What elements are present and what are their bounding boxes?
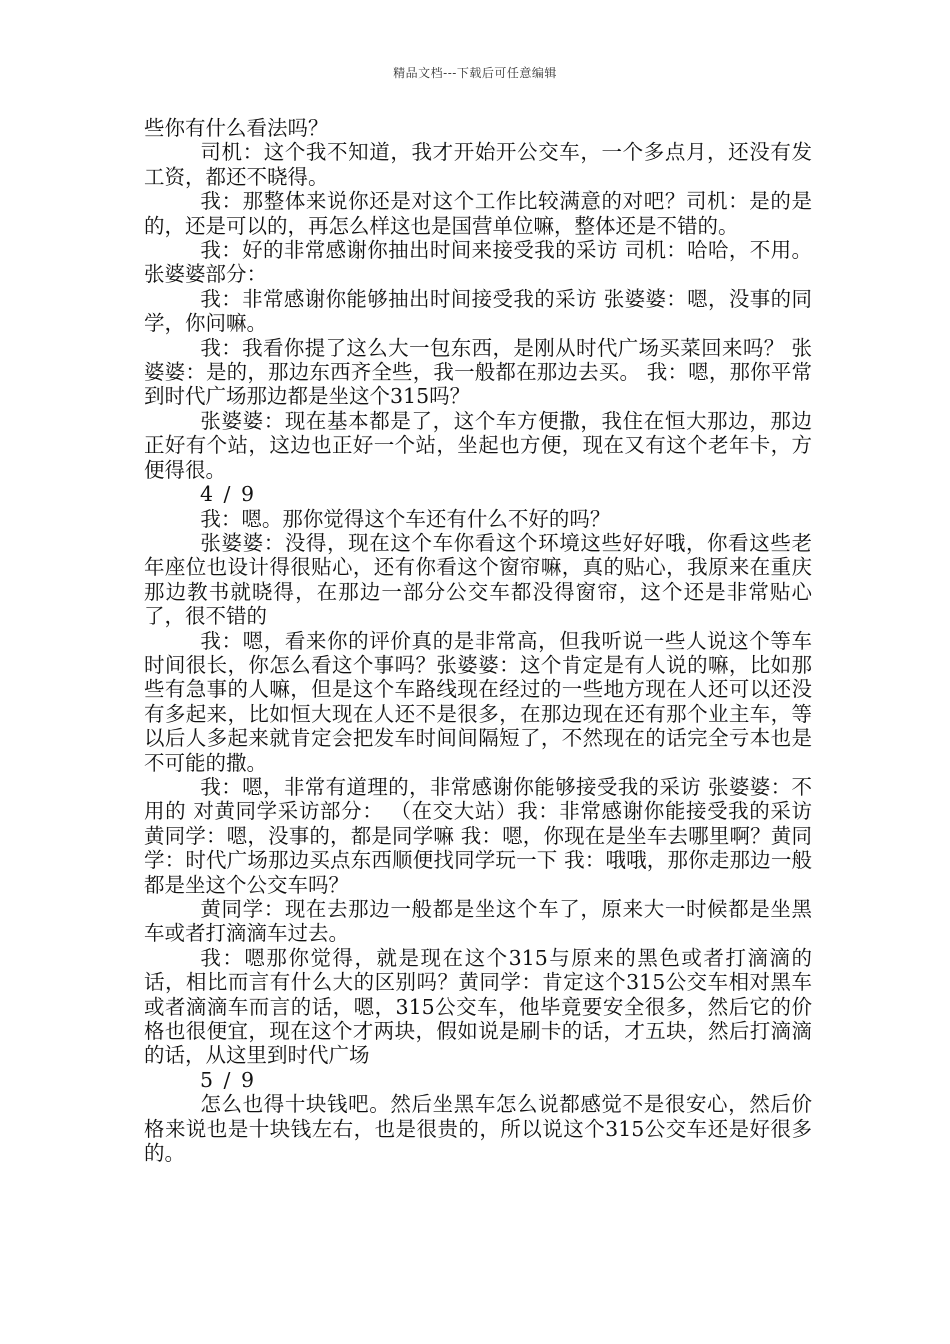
paragraph: 我：嗯，看来你的评价真的是非常高，但我听说一些人说这个等车时间很长，你怎么看这个事吗？张婆婆：这个肯定是有人说的嘛，比如那些有急事的人嘛，但是这个车路线现在经过的一些地方现在人还可以还没有多起来，比如恒大现在人还不是很多，在那边现在还有那个业主车，等以后人多起来就肯定会把发车时间间隔短了，不然现在的话完全亏本也是不可能的撒。 <box>144 628 812 775</box>
paragraph: 些你有什么看法吗？ <box>144 116 329 140</box>
paragraph: 我：嗯，非常有道理的，非常感谢你能够接受我的采访 张婆婆：不用的 对黄同学采访部分： （在交大站）我：非常感谢你能接受我的采访 黄同学：嗯，没事的，都是同学嘛 我：嗯，你现在是坐车去哪里啊？黄同学：时代广场那边买点东西顺便找同学玩一下 我：哦哦，那你走那边一般都是坐这个公交车吗？ <box>144 774 812 897</box>
paragraph: 司机：这个我不知道，我才开始开公交车，一个多点月，还没有发工资，都还不晓得。 <box>144 140 812 189</box>
page-number: 4 / 9 <box>200 482 257 507</box>
page-number: 5 / 9 <box>200 1067 257 1092</box>
page-header: 精品文档---下载后可任意编辑 <box>393 66 557 80</box>
paragraph: 怎么也得十块钱吧。然后坐黑车怎么说都感觉不是很安心，然后价格来说也是十块钱左右，也是很贵的，所以说这个315公交车还是好很多的。 <box>144 1092 812 1166</box>
paragraph: 黄同学：现在去那边一般都是坐这个车了，原来大一时候都是坐黑车或者打滴滴车过去。 <box>144 897 812 946</box>
paragraph: 我：非常感谢你能够抽出时间接受我的采访 张婆婆：嗯，没事的同学，你问嘛。 <box>144 286 812 336</box>
paragraph: 我：那整体来说你还是对这个工作比较满意的对吧？司机：是的是的，还是可以的，再怎么样这也是国营单位嘛，整体还是不错的。 <box>144 189 812 238</box>
document-body <box>144 116 812 1165</box>
paragraph: 我：嗯那你觉得，就是现在这个315与原来的黑色或者打滴滴的话，相比而言有什么大的区别吗？黄同学：肯定这个315公交车相对黑车或者滴滴车而言的话，嗯，315公交车，他毕竟要安全很多，然后它的价格也很便宜，现在这个才两块，假如说是刷卡的话，才五块，然后打滴滴的话，从这里到时代广场 <box>144 945 812 1068</box>
paragraph: 我：好的非常感谢你抽出时间来接受我的采访 司机：哈哈，不用。 张婆婆部分： <box>144 238 812 287</box>
paragraph: 我：嗯。那你觉得这个车还有什么不好的吗？ <box>200 506 611 531</box>
paragraph: 我：我看你提了这么大一包东西，是刚从时代广场买菜回来吗？ 张婆婆：是的，那边东西齐全些，我一般都在那边去买。 我：嗯，那你平常到时代广场那边都是坐这个315吗？ <box>144 335 812 409</box>
paragraph: 张婆婆：没得，现在这个车你看这个环境这些好好哦，你看这些老年座位也设计得很贴心，还有你看这个窗帘嘛，真的贴心，我原来在重庆那边教书就晓得，在那边一部分公交车都没得窗帘，这个还是非常贴心了，很不错的 <box>144 530 812 629</box>
paragraph: 张婆婆：现在基本都是了，这个车方便撒，我住在恒大那边，那边正好有个站，这边也正好一个站，坐起也方便，现在又有这个老年卡，方便得很。 <box>144 408 812 482</box>
